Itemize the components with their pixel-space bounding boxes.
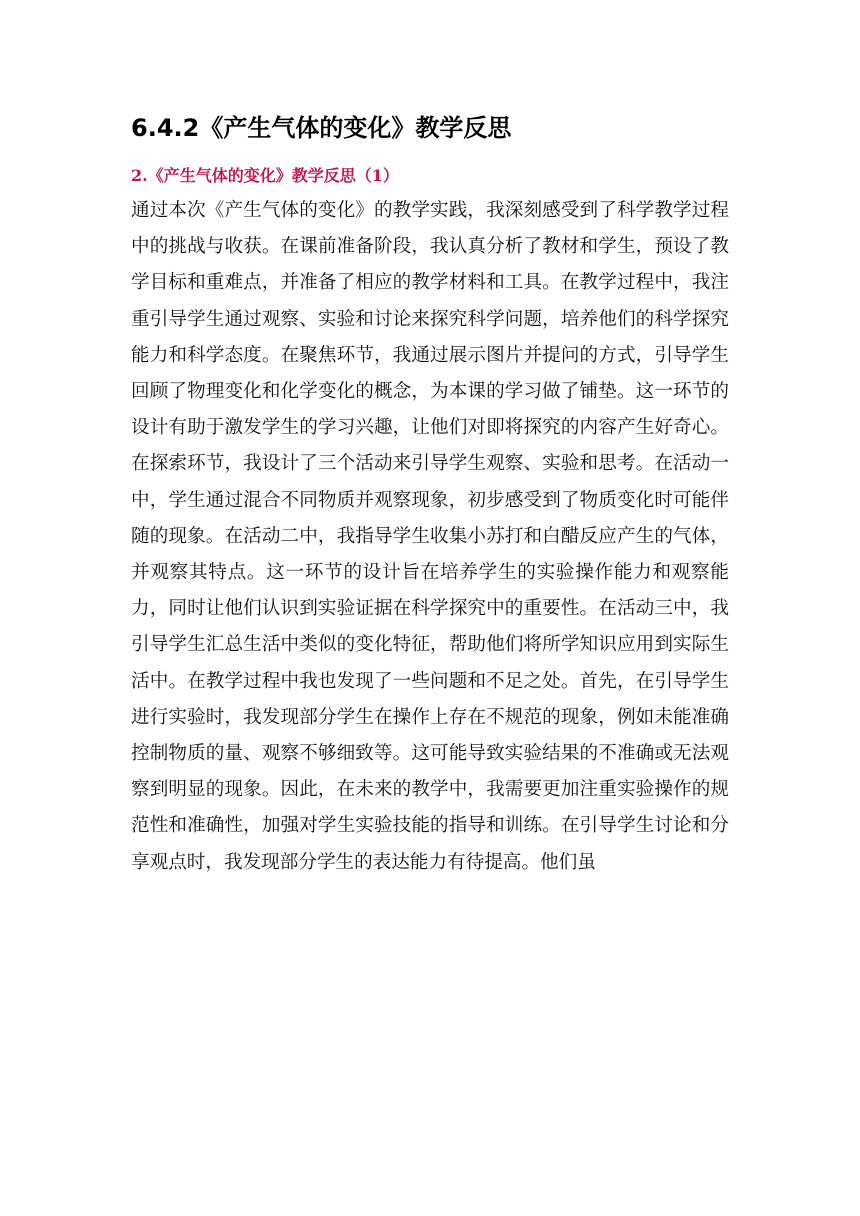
section-heading: 2.《产生气体的变化》教学反思（1） <box>131 166 399 185</box>
body-paragraph: 通过本次《产生气体的变化》的教学实践，我深刻感受到了科学教学过程中的挑战与收获。在课前准备阶段，我认真分析了教材和学生，预设了教学目标和重难点，并准备了相应的教学材料和工具。在教学过程中，我注重引导学生通过观察、实验和讨论来探究科学问题，培养他们的科学探究能力和科学态度。在聚焦环节，我通过展示图片并提问的方式，引导学生回顾了物理变化和化学变化的概念，为本课的学习做了铺垫。这一环节的设计有助于激发学生的学习兴趣，让他们对即将探究的内容产生好奇心。在探索环节，我设计了三个活动来引导学生观察、实验和思考。在活动一中，学生通过混合不同物质并观察现象，初步感受到了物质变化时可能伴随的现象。在活动二中，我指导学生收集小苏打和白醋反应产生的气体，并观察其特点。这一环节的设计旨在培养学生的实验操作能力和观察能力，同时让他们认识到实验证据在科学探究中的重要性。在活动三中，我引导学生汇总生活中类似的变化特征，帮助他们将所学知识应用到实际生活中。在教学过程中我也发现了一些问题和不足之处。首先，在引导学生进行实验时，我发现部分学生在操作上存在不规范的现象，例如未能准确控制物质的量、观察不够细致等。这可能导致实验结果的不准确或无法观察到明显的现象。因此，在未来的教学中，我需要更加注重实验操作的规范性和准确性，加强对学生实验技能的指导和训练。在引导学生讨论和分享观点时，我发现部分学生的表达能力有待提高。他们虽 <box>131 200 729 873</box>
document-title: 6.4.2《产生气体的变化》教学反思 <box>131 114 512 142</box>
